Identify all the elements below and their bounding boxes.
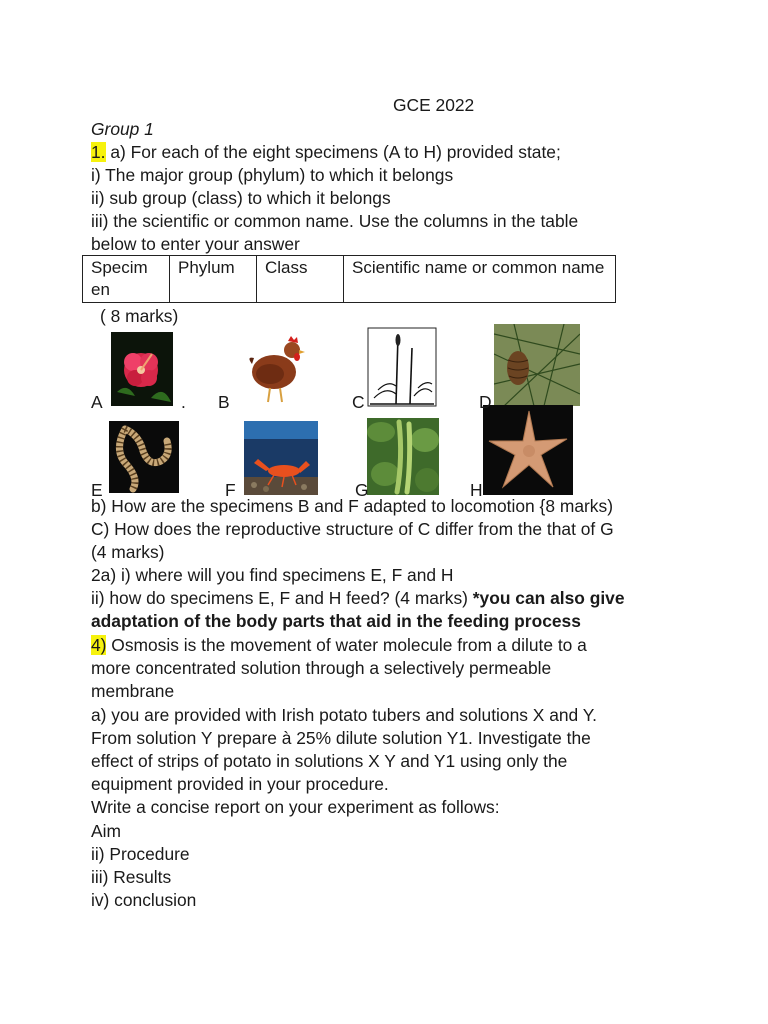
- specimen-label-g: G: [355, 480, 369, 500]
- report-conclusion: iv) conclusion: [91, 890, 197, 910]
- page-title: GCE 2022: [393, 95, 475, 115]
- question-4a-line3: effect of strips of potato in solutions X Y and Y1 using only the: [91, 751, 568, 771]
- specimen-label-dot: .: [181, 392, 186, 412]
- question-4-number: 4): [91, 635, 107, 655]
- specimen-a-hibiscus-image: [111, 332, 173, 406]
- specimen-label-f: F: [225, 480, 236, 500]
- table-row: [83, 256, 616, 303]
- question-2a: 2a) i) where will you find specimens E, F and H: [91, 565, 454, 585]
- question-4-intro: 4) Osmosis is the movement of water molecule from a dilute to a: [91, 635, 587, 655]
- specimen-c-fern-drawing-image: [366, 326, 438, 408]
- question-1b: b) How are the specimens B and F adapted to locomotion {8 marks): [91, 496, 613, 516]
- question-4a-line4: equipment provided in your procedure.: [91, 774, 389, 794]
- question-1-iii-cont: below to enter your answer: [91, 234, 300, 254]
- specimen-b-hen-image: [244, 330, 310, 406]
- specimen-g-bean-pods-image: [367, 418, 439, 495]
- question-2a-bold-cont: adaptation of the body parts that aid in the feeding process: [91, 611, 581, 631]
- answer-table: [82, 255, 616, 303]
- question-1c: C) How does the reproductive structure of C differ from the that of G: [91, 519, 614, 539]
- specimen-e-worm-image: [109, 421, 179, 493]
- specimen-f-crayfish-image: [244, 421, 318, 495]
- report-results: iii) Results: [91, 867, 172, 887]
- question-4a-line1: a) you are provided with Irish potato tubers and solutions X and Y.: [91, 705, 597, 725]
- report-procedure: ii) Procedure: [91, 844, 190, 864]
- specimen-label-c: C: [352, 392, 365, 412]
- specimen-label-a: A: [91, 392, 103, 412]
- question-1-iii: iii) the scientific or common name. Use the columns in the table: [91, 211, 579, 231]
- group-heading: Group 1: [91, 119, 154, 139]
- question-1-ii: ii) sub group (class) to which it belongs: [91, 188, 391, 208]
- table-header-phylum: Phylum: [170, 256, 257, 303]
- specimen-h-starfish-image: [483, 405, 573, 495]
- report-aim: Aim: [91, 821, 121, 841]
- specimen-label-b: B: [218, 392, 230, 412]
- specimen-d-pine-cone-image: [494, 324, 580, 406]
- question-1c-marks: (4 marks): [91, 542, 165, 562]
- question-4-line3: membrane: [91, 681, 175, 701]
- table-header-name: Scientific name or common name: [344, 256, 616, 303]
- question-4-line2: more concentrated solution through a selectively permeable: [91, 658, 552, 678]
- table-header-class: Class: [257, 256, 344, 303]
- question-4a-line2: From solution Y prepare à 25% dilute solution Y1. Investigate the: [91, 728, 591, 748]
- specimen-label-h: H: [470, 480, 483, 500]
- question-1-i: i) The major group (phylum) to which it belongs: [91, 165, 454, 185]
- report-instruction: Write a concise report on your experiment as follows:: [91, 797, 500, 817]
- specimen-label-e: E: [91, 480, 103, 500]
- question-1-intro: 1. a) For each of the eight specimens (A to H) provided state;: [91, 142, 561, 162]
- marks-8: ( 8 marks): [100, 306, 179, 326]
- question-1-number: 1.: [91, 142, 106, 162]
- specimen-label-d: D: [479, 392, 492, 412]
- table-header-specimen: Specim en: [83, 256, 170, 303]
- question-2a-ii: ii) how do specimens E, F and H feed? (4 marks) *you can also give: [91, 588, 625, 608]
